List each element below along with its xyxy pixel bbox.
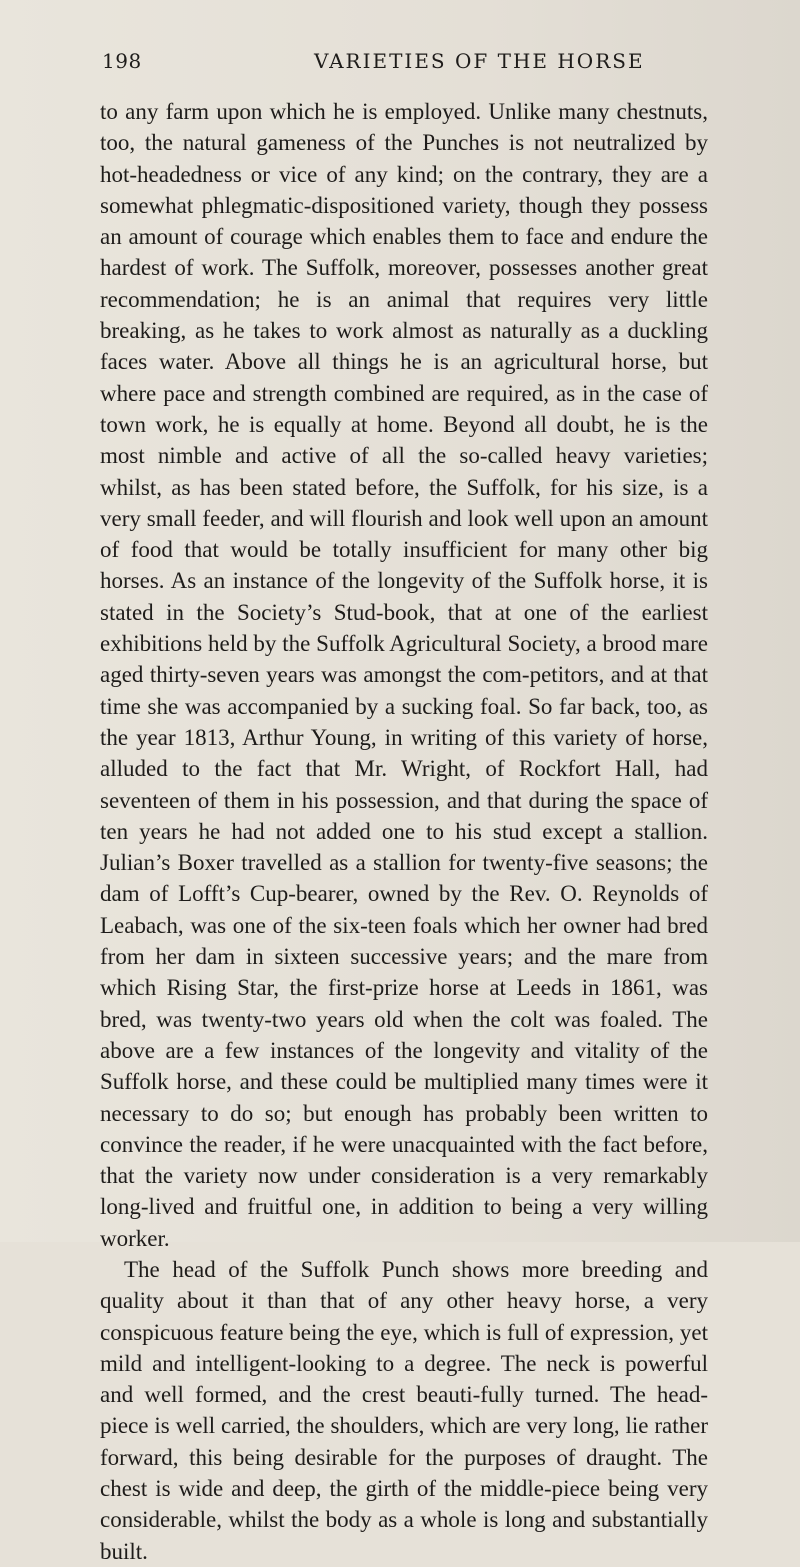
paragraph-head-description: The head of the Suffolk Punch shows more breeding and quality about it than that of any other heavy horse, a very conspicuous feature being the eye, which is full of expression, yet mild and intelligent-looking to a degree. The neck is powerful and well formed, and the crest beauti-fully turned. The head-piece is well carried, the shoulders, which are very long, lie rather forward, this being desirable for the purposes of draught. The chest is wide and deep, the girth of the middle-piece being very considerable, whilst the body as a whole is long and substantially built.: [100, 1256, 708, 1564]
running-title: VARIETIES OF THE HORSE: [314, 49, 645, 73]
body-text: [100, 96, 708, 1567]
page-number: 198: [102, 49, 142, 73]
running-head: [102, 48, 708, 74]
paragraph-longevity: to any farm upon which he is employed. Unlike many chestnuts, too, the natural gameness of the Punches is not neutralized by hot-headedness or vice of any kind; on the contrary, they are a somewhat phlegmatic-dispositioned variety, though they possess an amount of courage which enables them to face and endure the hardest of work. The Suffolk, moreover, possesses another great recommendation; he is an animal that requires very little breaking, as he takes to work almost as naturally as a duckling faces water. Above all things he is an agricultural horse, but where pace and strength combined are required, as in the case of town work, he is equally at home. Beyond all doubt, he is the most nimble and active of all the so-called heavy varieties; whilst, as has been stated before, the Suffolk, for his size, is a very small feeder, and will flourish and look well upon an amount of food that would be totally insufficient for many other big horses. As an instance of the longevity of the Suffolk horse, it is stated in the Society’s Stud-book, that at one of the earliest exhibitions held by the Suffolk Agricultural Society, a brood mare aged thirty-seven years was amongst the com-petitors, and at that time she was accompanied by a sucking foal. So far back, too, as the year 1813, Arthur Young, in writing of this variety of horse, alluded to the fact that Mr. Wright, of Rockfort Hall, had seventeen of them in his possession, and that during the space of ten years he had not added one to his stud except a stallion. Julian’s Boxer travelled as a stallion for twenty-five seasons; the dam of Lofft’s Cup-bearer, owned by the Rev. O. Reynolds of Leabach, was one of the six-teen foals which her owner had bred from her dam in sixteen successive years; and the mare from which Rising Star, the first-prize horse at Leeds in 1861, was bred, was twenty-two years old when the colt was foaled. The above are a few instances of the longevity and vitality of the Suffolk horse, and these could be multiplied many times were it necessary to do so; but enough has probably been written to convince the reader, if he were unacquainted with the fact before, that the variety now under consideration is a very remarkably long-lived and fruitful one, in addition to being a very willing worker.: [100, 99, 708, 1251]
